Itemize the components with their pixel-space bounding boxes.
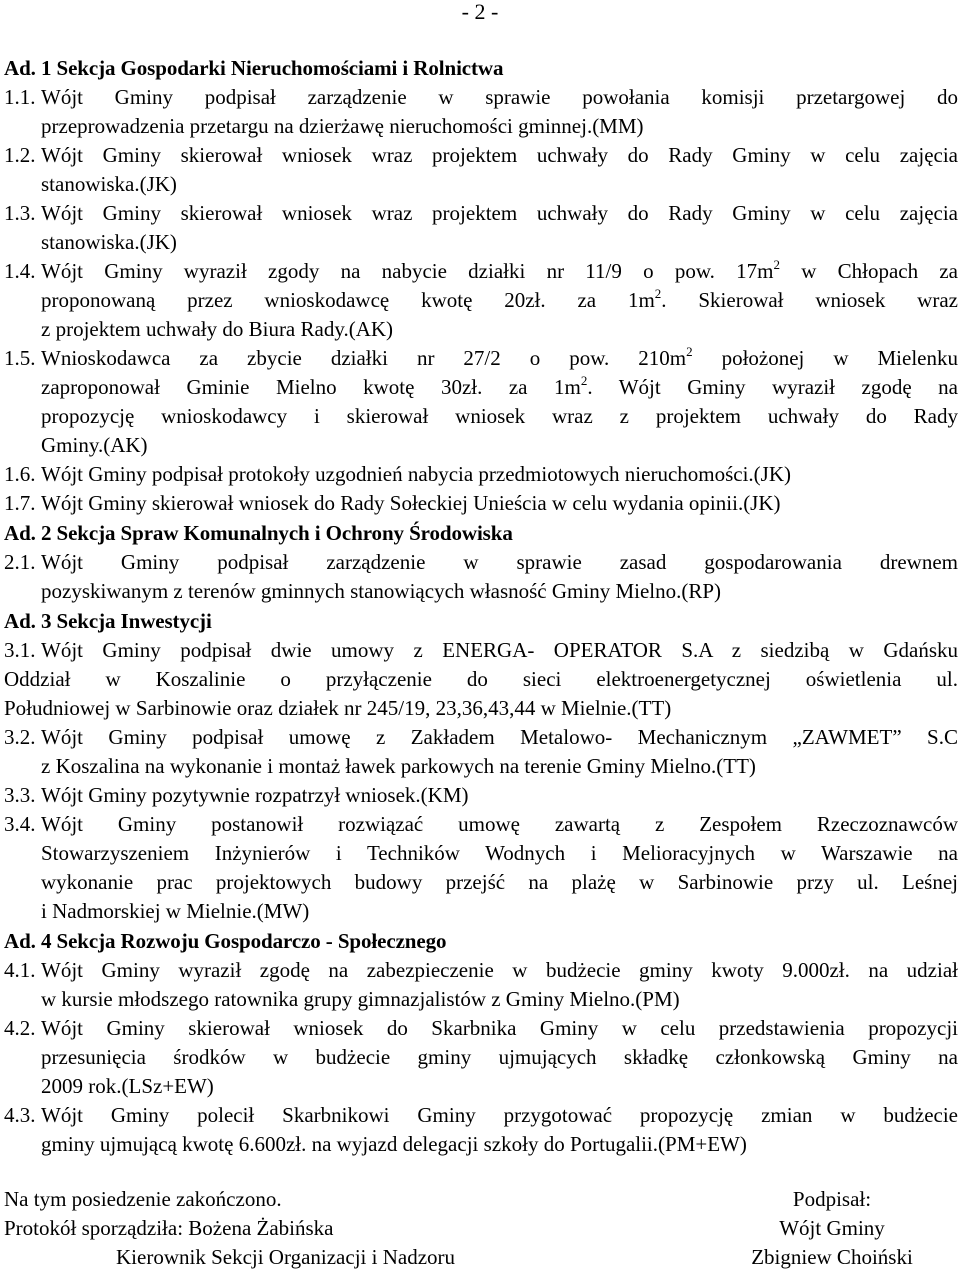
text-line: zaproponował Gminie Mielno kwotę 30zł. za $1m^2$. Wójt Gminy wyraził zgodę na [41, 373, 958, 399]
text-line: z projektem uchwały do Biura Rady.(AK) [41, 317, 394, 341]
text-line: przeprowadzenia przetargu na dzierżawę nieruchomości gminnej.(MM) [41, 114, 644, 138]
text-line: Wójt Gminy skierował wniosek do Rady Sołeckiej Unieścia w celu wydania opinii.(JK) [41, 491, 781, 515]
text-line: Oddział w Koszalinie o przyłączenie do sieci elektroenergetycznej oświetlenia ul. [4, 667, 958, 691]
agenda-item [4, 460, 958, 489]
agenda-item [4, 83, 958, 141]
item-text [41, 83, 958, 141]
item-number: 3.4. [4, 812, 36, 836]
agenda-item [4, 548, 958, 606]
text-line: wykonanie prac projektowych budowy przejść na plażę w Sarbinowie przy ul. Leśnej [41, 870, 958, 894]
text-line: stanowiska.(JK) [41, 230, 177, 254]
section-heading: Ad. 1 Sekcja Gospodarki Nieruchomościami i Rolnictwa [4, 56, 504, 80]
text-line: gminy ujmującą kwotę 6.600zł. na wyjazd delegacji szkoły do Portugalii.(PM+EW) [41, 1132, 747, 1156]
item-number: 4.1. [4, 958, 36, 982]
item-text [41, 548, 958, 606]
text-line: Wójt Gminy podpisał dwie umowy z ENERGA- OPERATOR S.A z siedzibą w Gdańsku [41, 638, 958, 662]
item-text [41, 460, 958, 489]
item-number: 2.1. [4, 550, 36, 574]
item-number: 4.3. [4, 1103, 36, 1127]
item-text [41, 781, 958, 810]
item-text [41, 723, 958, 781]
text-line: Wójt Gminy podpisał zarządzenie w sprawie powołania komisji przetargowej do [41, 85, 958, 109]
section-heading: Ad. 4 Sekcja Rozwoju Gospodarczo - Społecznego [4, 929, 447, 953]
item-text [41, 489, 958, 518]
text-line: Wójt Gminy skierował wniosek wraz projektem uchwały do Rady Gminy w celu zajęcia [41, 143, 958, 167]
item-number: 1.6. [4, 462, 36, 486]
text-line: stanowiska.(JK) [41, 172, 177, 196]
agenda-item [4, 1101, 958, 1159]
text-line: w kursie młodszego ratownika grupy gimnazjalistów z Gminy Mielno.(PM) [41, 987, 680, 1011]
item-text [41, 344, 958, 460]
prepared-by: Protokół sporządziła: Bożena Żabińska [4, 1216, 334, 1240]
signature-block [4, 1185, 958, 1272]
item-number: 4.2. [4, 1016, 36, 1040]
closing-note: Na tym posiedzenie zakończono. [4, 1187, 282, 1211]
signed-label: Podpisał: [792, 1187, 872, 1211]
item-number: 3.1. [4, 638, 36, 662]
item-text [41, 257, 958, 344]
item-text [41, 810, 958, 926]
text-line: Stowarzyszeniem Inżynierów i Techników Wodnych i Melioracyjnych w Warszawie na [41, 841, 958, 865]
signer-title: Wójt Gminy [779, 1216, 885, 1240]
text-line: Południowej w Sarbinowie oraz działek nr 245/19, 23,36,43,44 w Mielnie.(TT) [4, 696, 672, 720]
text-line: Wójt Gminy wyraził zgodę na zabezpieczenie w budżecie gminy kwoty 9.000zł. na udział [41, 958, 958, 982]
item-number: 1.3. [4, 201, 36, 225]
item-text [41, 956, 958, 1014]
item-number: 1.2. [4, 143, 36, 167]
text-line: propozycję wnioskodawcy i skierował wniosek wraz z projektem uchwały do Rady [41, 404, 958, 428]
item-text [41, 141, 958, 199]
agenda-item [4, 1014, 958, 1101]
item-number: 1.5. [4, 346, 36, 370]
text-line: proponowaną przez wnioskodawcę kwotę 20zł. za $1m^2$. Skierował wniosek wraz [41, 286, 958, 312]
text-line: pozyskiwanym z terenów gminnych stanowiących własność Gminy Mielno.(RP) [41, 579, 722, 603]
text-line: 2009 rok.(LSz+EW) [41, 1074, 214, 1098]
page-number: - 2 - [461, 0, 499, 24]
text-line: Wójt Gminy pozytywnie rozpatrzył wniosek.(KM) [41, 783, 469, 807]
text-line: Wójt Gminy postanowił rozwiązać umowę zawartą z Zespołem Rzeczoznawców [41, 812, 958, 836]
text-line: z Koszalina na wykonanie i montaż ławek parkowych na terenie Gminy Mielno.(TT) [41, 754, 756, 778]
item-text [41, 199, 958, 257]
item-number: 3.3. [4, 783, 36, 807]
item-text [41, 1101, 958, 1159]
agenda-item [4, 636, 958, 723]
section-heading: Ad. 2 Sekcja Spraw Komunalnych i Ochrony Środowiska [4, 521, 513, 545]
agenda-item [4, 956, 958, 1014]
text-line: Wójt Gminy podpisał umowę z Zakładem Metalowo- Mechanicznym „ZAWMET” S.C [41, 725, 958, 749]
text-line: i Nadmorskiej w Mielnie.(MW) [41, 899, 310, 923]
item-number: 3.2. [4, 725, 36, 749]
signer-name: Zbigniew Choiński [751, 1245, 913, 1269]
text-line: Gminy.(AK) [41, 433, 148, 457]
preparer-title: Kierownik Sekcji Organizacji i Nadzoru [116, 1245, 456, 1269]
agenda-item [4, 344, 958, 460]
item-number: 1.4. [4, 259, 36, 283]
text-line: Wójt Gminy skierował wniosek do Skarbnika Gminy w celu przedstawienia propozycji [41, 1016, 958, 1040]
document-body [4, 53, 958, 1159]
agenda-item [4, 141, 958, 199]
agenda-item [4, 257, 958, 344]
text-line: Wójt Gminy wyraził zgody na nabycie działki nr 11/9 o pow. $17m^2$ w Chłopach za [41, 257, 959, 283]
text-line: Wnioskodawca za zbycie działki nr 27/2 o pow. $210m^2$ położonej w Mielenku [41, 344, 958, 370]
item-number: 1.7. [4, 491, 36, 515]
text-line: Wójt Gminy polecił Skarbnikowi Gminy przygotować propozycję zmian w budżecie [41, 1103, 958, 1127]
agenda-item [4, 489, 958, 518]
agenda-item [4, 723, 958, 781]
agenda-item [4, 810, 958, 926]
item-text [41, 1014, 958, 1101]
item-number: 1.1. [4, 85, 36, 109]
text-line: Wójt Gminy skierował wniosek wraz projektem uchwały do Rady Gminy w celu zajęcia [41, 201, 958, 225]
text-line: Wójt Gminy podpisał protokoły uzgodnień nabycia przedmiotowych nieruchomości.(JK) [41, 462, 792, 486]
text-line: przesunięcia środków w budżecie gminy ujmujących składkę członkowską Gminy na [41, 1045, 958, 1069]
agenda-item [4, 199, 958, 257]
section-heading: Ad. 3 Sekcja Inwestycji [4, 609, 212, 633]
agenda-item [4, 781, 958, 810]
text-line: Wójt Gminy podpisał zarządzenie w sprawie zasad gospodarowania drewnem [41, 550, 958, 574]
